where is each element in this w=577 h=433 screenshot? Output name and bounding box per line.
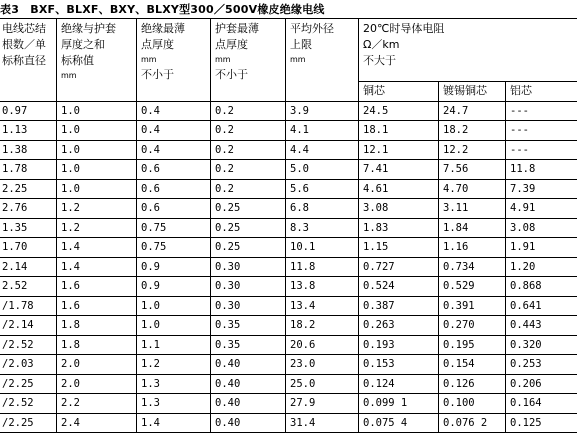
table-cell: 13.4 [286,296,359,316]
table-cell: 1.1 [137,335,211,355]
table-cell: 2.52 [0,277,57,297]
table-cell: 1.0 [57,101,137,121]
table-cell: 11.8 [506,160,577,180]
table-cell: 0.124 [359,374,439,394]
table-cell: 0.25 [211,199,286,219]
table-cell: /2.52 [0,335,57,355]
table-cell: 0.4 [137,121,211,141]
table-cell: 0.4 [137,101,211,121]
table-cell: 0.153 [359,355,439,375]
table-cell: 0.734 [439,257,506,277]
table-cell: 0.727 [359,257,439,277]
table-cell: 0.2 [211,160,286,180]
table-cell: 1.3 [137,394,211,414]
table-cell: 4.4 [286,140,359,160]
table-cell: 1.4 [137,413,211,433]
table-cell: 2.14 [0,257,57,277]
header-row-top [0,19,577,82]
table-cell: 0.263 [359,316,439,336]
table-cell: 0.6 [137,199,211,219]
table-cell: 4.91 [506,199,577,219]
table-cell: /2.52 [0,394,57,414]
table-cell: 0.75 [137,218,211,238]
table-cell: 0.529 [439,277,506,297]
table-cell: 1.20 [506,257,577,277]
table-row [0,218,577,238]
table-cell: 0.387 [359,296,439,316]
table-cell: 1.70 [0,238,57,258]
table-cell: --- [506,121,577,141]
table-cell: 24.7 [439,101,506,121]
table-cell: 1.35 [0,218,57,238]
table-cell: 27.9 [286,394,359,414]
table-cell: 0.253 [506,355,577,375]
table-cell: 1.2 [137,355,211,375]
table-cell: 5.6 [286,179,359,199]
table-cell: --- [506,101,577,121]
table-cell: 1.8 [57,335,137,355]
table-cell: 0.75 [137,238,211,258]
table-row [0,257,577,277]
table-row [0,374,577,394]
header-sheath-min: 护套最薄 点厚度 mm 不小于 [211,19,286,102]
table-row [0,413,577,433]
table-cell: 0.6 [137,179,211,199]
table-cell: 7.39 [506,179,577,199]
table-cell: /2.25 [0,413,57,433]
table-cell: 2.0 [57,355,137,375]
table-cell: 2.4 [57,413,137,433]
table-cell: 4.1 [286,121,359,141]
table-cell: 18.1 [359,121,439,141]
table-row [0,121,577,141]
table-row [0,277,577,297]
table-cell: 12.1 [359,140,439,160]
table-row [0,140,577,160]
cable-spec-table [0,18,577,433]
table-cell: 4.70 [439,179,506,199]
table-cell: 0.195 [439,335,506,355]
table-cell: 1.13 [0,121,57,141]
table-body [0,19,577,433]
table-cell: 0.524 [359,277,439,297]
table-cell: 1.2 [57,199,137,219]
table-cell: /2.14 [0,316,57,336]
table-cell: 1.83 [359,218,439,238]
table-cell: 0.076 2 [439,413,506,433]
table-title: 表3 BXF、BLXF、BXY、BLXY型300／500V橡皮绝缘电线 [0,1,325,17]
table-cell: 1.84 [439,218,506,238]
table-cell: 2.25 [0,179,57,199]
table-row [0,335,577,355]
table-cell: 0.25 [211,238,286,258]
header-resistance: 20℃时导体电阻 Ω／km 不大于 [359,19,577,82]
table-cell: 3.08 [359,199,439,219]
table-cell: 3.9 [286,101,359,121]
table-cell: 20.6 [286,335,359,355]
table-row [0,238,577,258]
table-cell: 0.126 [439,374,506,394]
table-cell: 1.4 [57,257,137,277]
table-cell: 1.0 [137,316,211,336]
table-cell: 12.2 [439,140,506,160]
table-row [0,296,577,316]
table-cell: 0.100 [439,394,506,414]
table-cell: 25.0 [286,374,359,394]
table-cell: 1.16 [439,238,506,258]
table-cell: 0.9 [137,257,211,277]
table-cell: 0.2 [211,121,286,141]
table-cell: 0.164 [506,394,577,414]
table-cell: 0.075 4 [359,413,439,433]
table-cell: 0.206 [506,374,577,394]
table-cell: 0.099 1 [359,394,439,414]
table-cell: 0.391 [439,296,506,316]
table-cell: 1.0 [137,296,211,316]
table-cell: 11.8 [286,257,359,277]
table-cell: 7.41 [359,160,439,180]
table-cell: 1.38 [0,140,57,160]
table-cell: 1.3 [137,374,211,394]
table-row [0,160,577,180]
table-cell: 1.4 [57,238,137,258]
header-aluminium: 铝芯 [506,82,577,102]
header-total-thickness: 绝缘与护套 厚度之和 标称值 mm [57,19,137,102]
table-cell: 0.30 [211,277,286,297]
table-cell: /2.25 [0,374,57,394]
table-cell: 1.15 [359,238,439,258]
table-cell: 1.0 [57,179,137,199]
table-cell: 4.61 [359,179,439,199]
table-cell: 31.4 [286,413,359,433]
table-cell: 8.3 [286,218,359,238]
header-copper: 铜芯 [359,82,439,102]
table-cell: 0.6 [137,160,211,180]
table-cell: 1.6 [57,277,137,297]
table-cell: 6.8 [286,199,359,219]
table-row [0,316,577,336]
header-conductor: 电线芯结 根数／单 标称直径 [0,19,57,102]
table-cell: 2.76 [0,199,57,219]
table-cell: 18.2 [286,316,359,336]
table-cell: 0.30 [211,257,286,277]
table-cell: 1.8 [57,316,137,336]
table-cell: 0.2 [211,140,286,160]
table-cell: 0.270 [439,316,506,336]
table-cell: 3.08 [506,218,577,238]
header-tinned-copper: 镀锡铜芯 [439,82,506,102]
table-cell: 1.91 [506,238,577,258]
table-cell: 23.0 [286,355,359,375]
table-cell: 2.0 [57,374,137,394]
table-cell: 0.125 [506,413,577,433]
table-cell: 5.0 [286,160,359,180]
table-row [0,394,577,414]
table-cell: 10.1 [286,238,359,258]
table-cell: 0.35 [211,316,286,336]
table-cell: 24.5 [359,101,439,121]
header-insulation-min: 绝缘最薄 点厚度 mm 不小于 [137,19,211,102]
table-cell: 18.2 [439,121,506,141]
table-cell: /2.03 [0,355,57,375]
table-cell: 0.2 [211,101,286,121]
table-row [0,355,577,375]
table-cell: 2.2 [57,394,137,414]
table-cell: 7.56 [439,160,506,180]
header-outer-diameter: 平均外径 上限 mm [286,19,359,102]
table-cell: 0.35 [211,335,286,355]
table-cell: 0.97 [0,101,57,121]
table-row [0,101,577,121]
table-cell: 0.25 [211,218,286,238]
table-cell: 0.320 [506,335,577,355]
table-cell: 0.641 [506,296,577,316]
table-cell: 0.2 [211,179,286,199]
table-cell: 0.154 [439,355,506,375]
table-cell: 1.2 [57,218,137,238]
table-row [0,199,577,219]
table-cell: 0.443 [506,316,577,336]
table-cell: 13.8 [286,277,359,297]
table-cell: 0.193 [359,335,439,355]
table-cell: 0.40 [211,394,286,414]
table-cell: 1.0 [57,121,137,141]
table-cell: 0.4 [137,140,211,160]
table-cell: 1.0 [57,160,137,180]
table-cell: 0.868 [506,277,577,297]
table-cell: 0.9 [137,277,211,297]
table-cell: 0.40 [211,374,286,394]
table-cell: 0.30 [211,296,286,316]
table-cell: 1.6 [57,296,137,316]
table-cell: 1.78 [0,160,57,180]
table-cell: 0.40 [211,413,286,433]
table-row [0,179,577,199]
table-cell: /1.78 [0,296,57,316]
table-cell: 1.0 [57,140,137,160]
table-cell: --- [506,140,577,160]
table-cell: 3.11 [439,199,506,219]
table-cell: 0.40 [211,355,286,375]
